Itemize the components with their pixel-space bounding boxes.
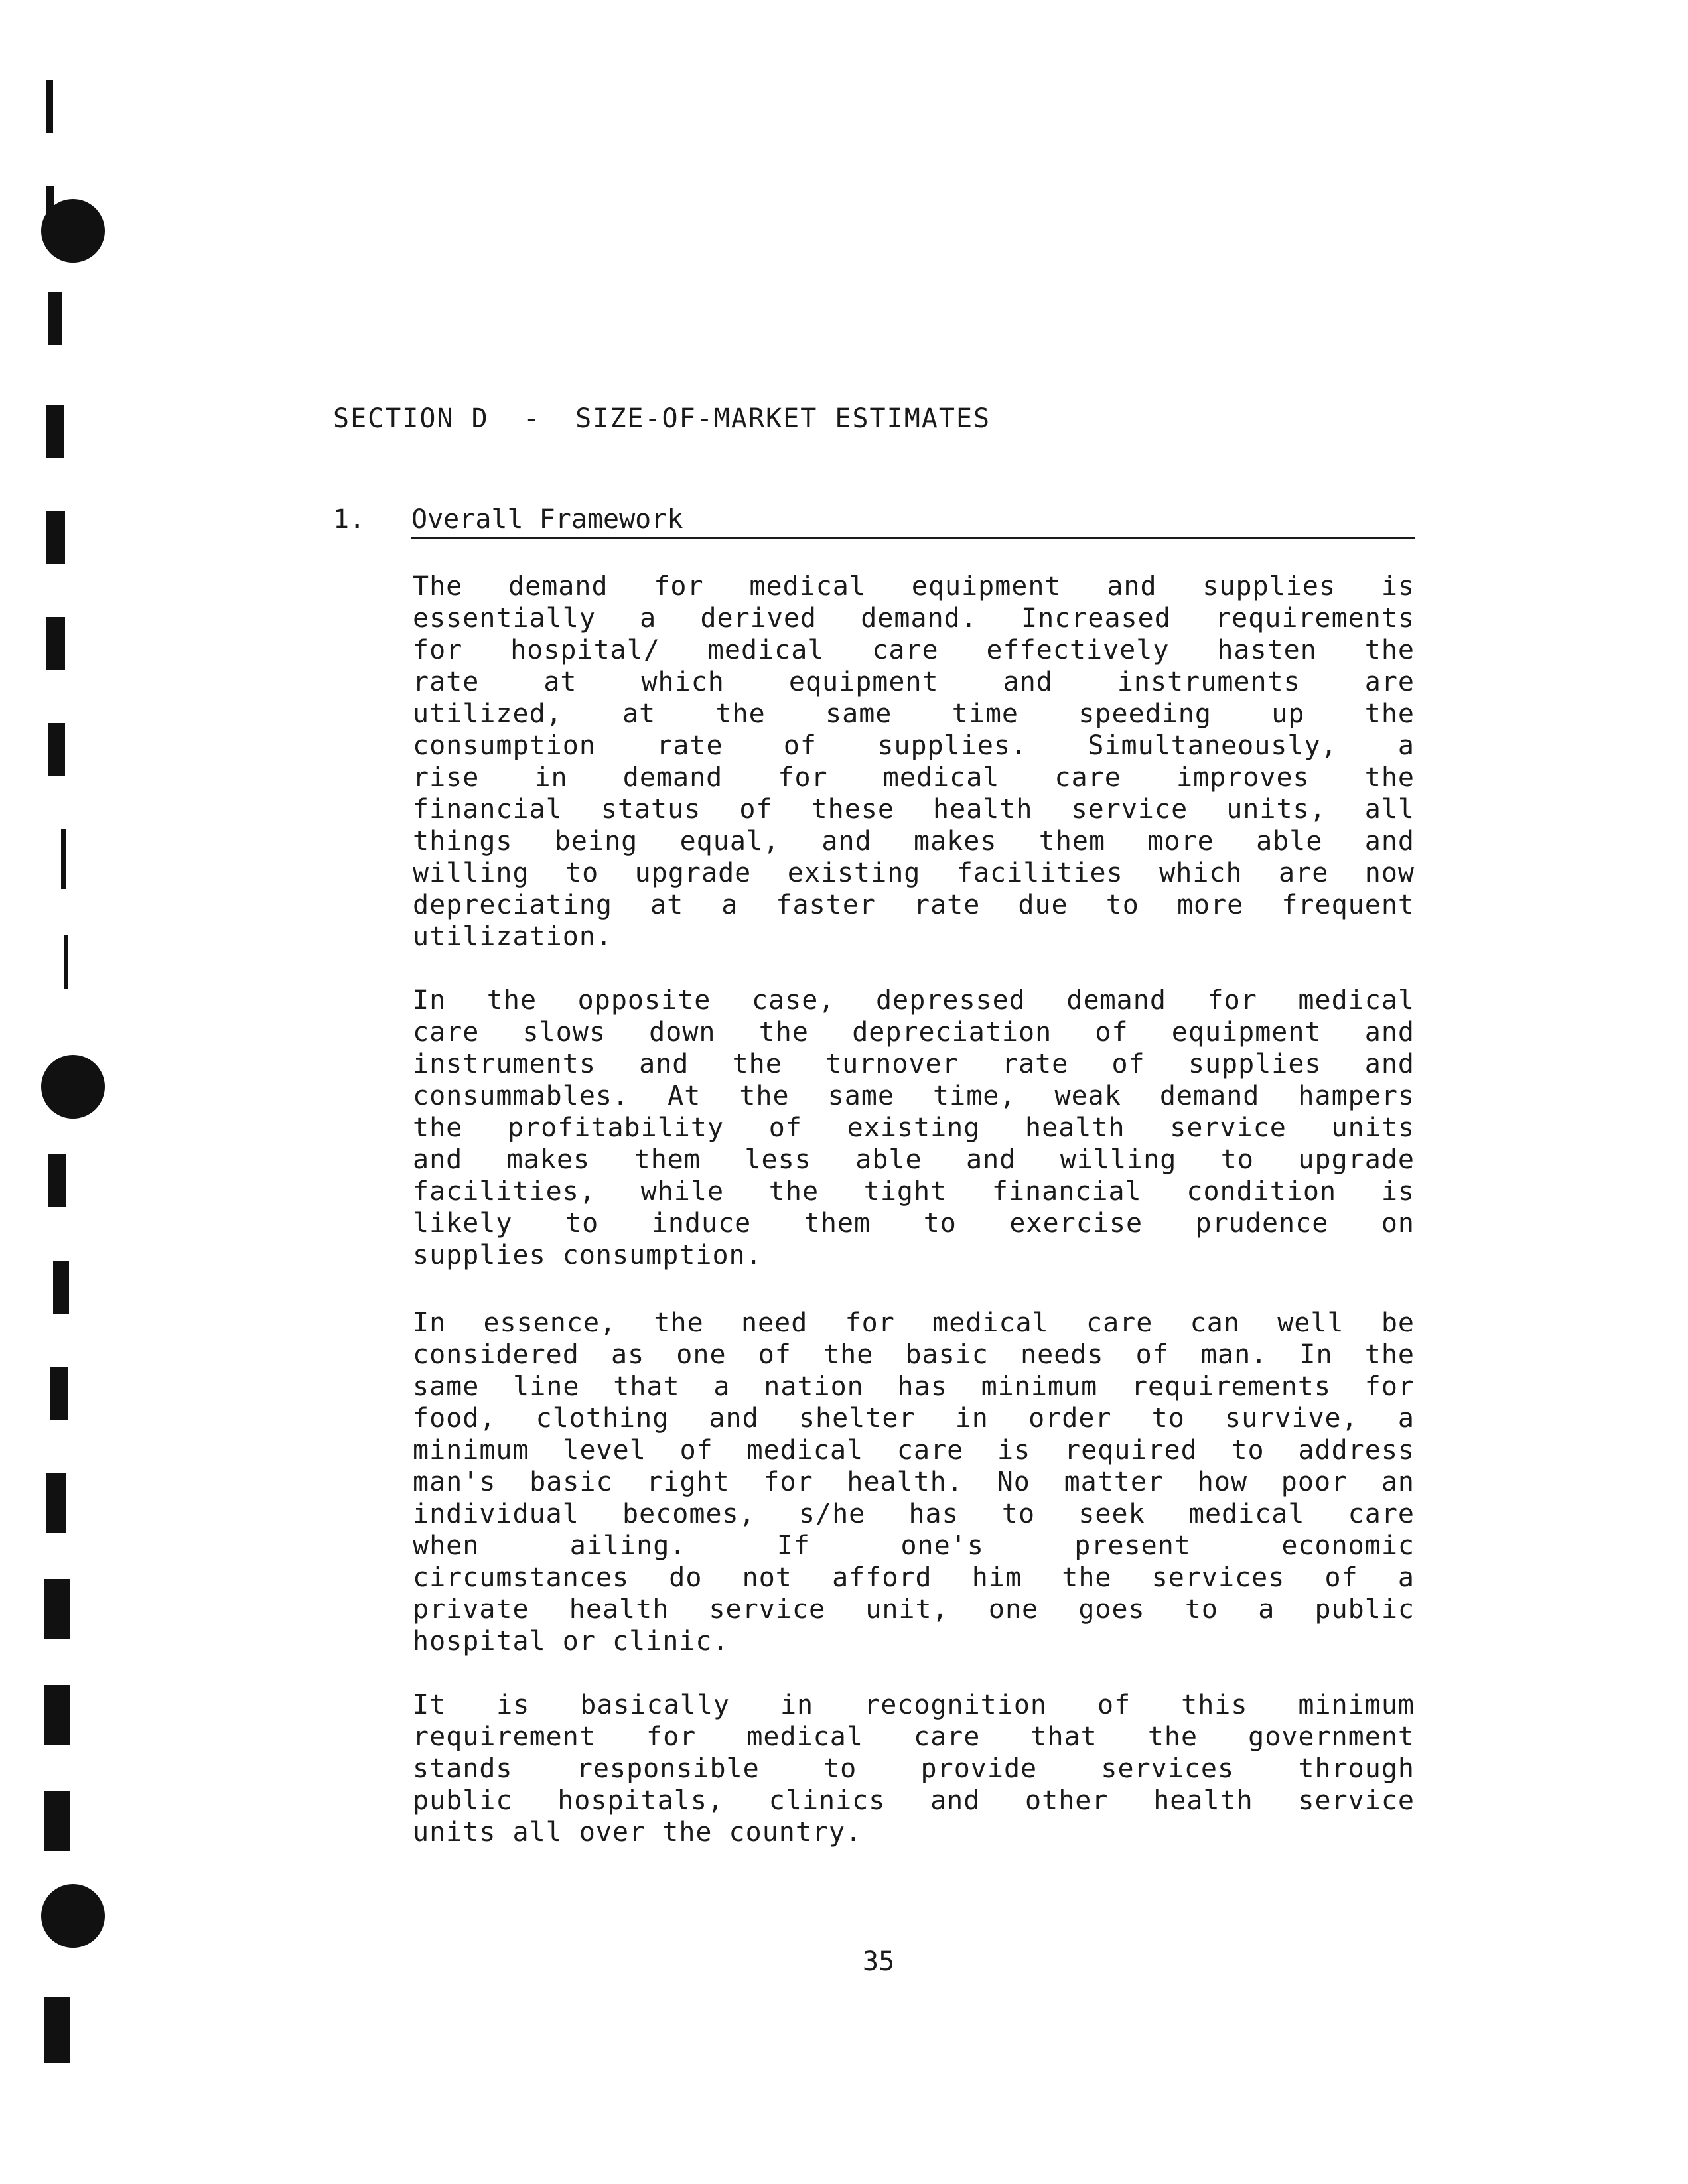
text-line: essentially a derived demand. Increased requirements: [413, 603, 1415, 634]
text-line: food, clothing and shelter in order to survive, a: [413, 1403, 1415, 1434]
text-line: requirement for medical care that the government: [413, 1722, 1415, 1752]
text-line: In the opposite case, depressed demand for medical: [413, 985, 1415, 1016]
paragraph-4: [413, 1689, 1415, 1848]
binding-mark: [48, 723, 65, 776]
text-line: things being equal, and makes them more able and: [413, 826, 1415, 856]
text-line: supplies consumption.: [413, 1240, 762, 1270]
binding-mark: [46, 405, 64, 458]
text-line: utilized, at the same time speeding up the: [413, 699, 1415, 729]
binding-mark: [53, 1261, 69, 1314]
text-line: the profitability of existing health service units: [413, 1113, 1415, 1143]
text-line: consumption rate of supplies. Simultaneously, a: [413, 730, 1415, 761]
binding-mark: [50, 1367, 68, 1420]
binding-hole: [41, 1884, 105, 1948]
binding-mark: [44, 1579, 70, 1639]
binding-mark: [61, 829, 66, 889]
paragraph-3: [413, 1307, 1415, 1657]
text-line: rate at which equipment and instruments are: [413, 667, 1415, 697]
text-line: utilization.: [413, 921, 612, 952]
binding-mark: [64, 935, 68, 989]
text-line: and makes them less able and willing to upgrade: [413, 1144, 1415, 1175]
binding-mark: [46, 617, 65, 670]
text-line: individual becomes, s/he has to seek medical care: [413, 1499, 1415, 1529]
text-line: willing to upgrade existing facilities which are now: [413, 858, 1415, 888]
text-line: hospital or clinic.: [413, 1626, 729, 1657]
binding-mark: [46, 80, 53, 133]
text-line: units all over the country.: [413, 1817, 863, 1848]
heading-text: Overall Framework: [411, 504, 683, 535]
binding-mark: [46, 511, 65, 564]
text-line: rise in demand for medical care improves the: [413, 762, 1415, 793]
binding-mark: [44, 1685, 70, 1745]
binding-mark: [46, 186, 54, 219]
page-number: 35: [863, 1946, 895, 1977]
text-line: minimum level of medical care is required to address: [413, 1435, 1415, 1466]
binding-mark: [48, 292, 62, 345]
text-line: It is basically in recognition of this minimum: [413, 1690, 1415, 1720]
binding-mark: [46, 1473, 66, 1533]
text-line: private health service unit, one goes to a public: [413, 1594, 1415, 1625]
text-line: for hospital/ medical care effectively hasten the: [413, 635, 1415, 665]
paragraph-1: [413, 571, 1415, 953]
text-line: considered as one of the basic needs of man. In the: [413, 1339, 1415, 1370]
text-line: The demand for medical equipment and supplies is: [413, 571, 1415, 602]
heading-number: 1.: [333, 504, 366, 535]
text-line: consummables. At the same time, weak demand hampers: [413, 1081, 1415, 1111]
binding-hole: [41, 1055, 105, 1119]
text-line: stands responsible to provide services through: [413, 1753, 1415, 1784]
text-line: public hospitals, clinics and other health service: [413, 1785, 1415, 1816]
binding-mark: [44, 1997, 70, 2063]
text-line: likely to induce them to exercise prudence on: [413, 1208, 1415, 1239]
paragraph-2: [413, 985, 1415, 1271]
text-line: same line that a nation has minimum requirements for: [413, 1371, 1415, 1402]
text-line: In essence, the need for medical care can well be: [413, 1308, 1415, 1338]
subsection-heading: [333, 504, 1415, 544]
text-line: when ailing. If one's present economic: [413, 1531, 1415, 1561]
binding-mark: [48, 1154, 66, 1207]
binding-mark: [44, 1791, 70, 1851]
text-line: financial status of these health service units, all: [413, 794, 1415, 825]
text-line: facilities, while the tight financial condition is: [413, 1176, 1415, 1207]
text-line: instruments and the turnover rate of supplies and: [413, 1049, 1415, 1079]
section-title: SECTION D - SIZE-OF-MARKET ESTIMATES: [333, 403, 991, 434]
text-line: circumstances do not afford him the services of a: [413, 1562, 1415, 1593]
text-line: depreciating at a faster rate due to more frequent: [413, 890, 1415, 920]
text-line: care slows down the depreciation of equipment and: [413, 1017, 1415, 1048]
text-line: man's basic right for health. No matter how poor an: [413, 1467, 1415, 1497]
heading-underline: [411, 537, 1415, 539]
